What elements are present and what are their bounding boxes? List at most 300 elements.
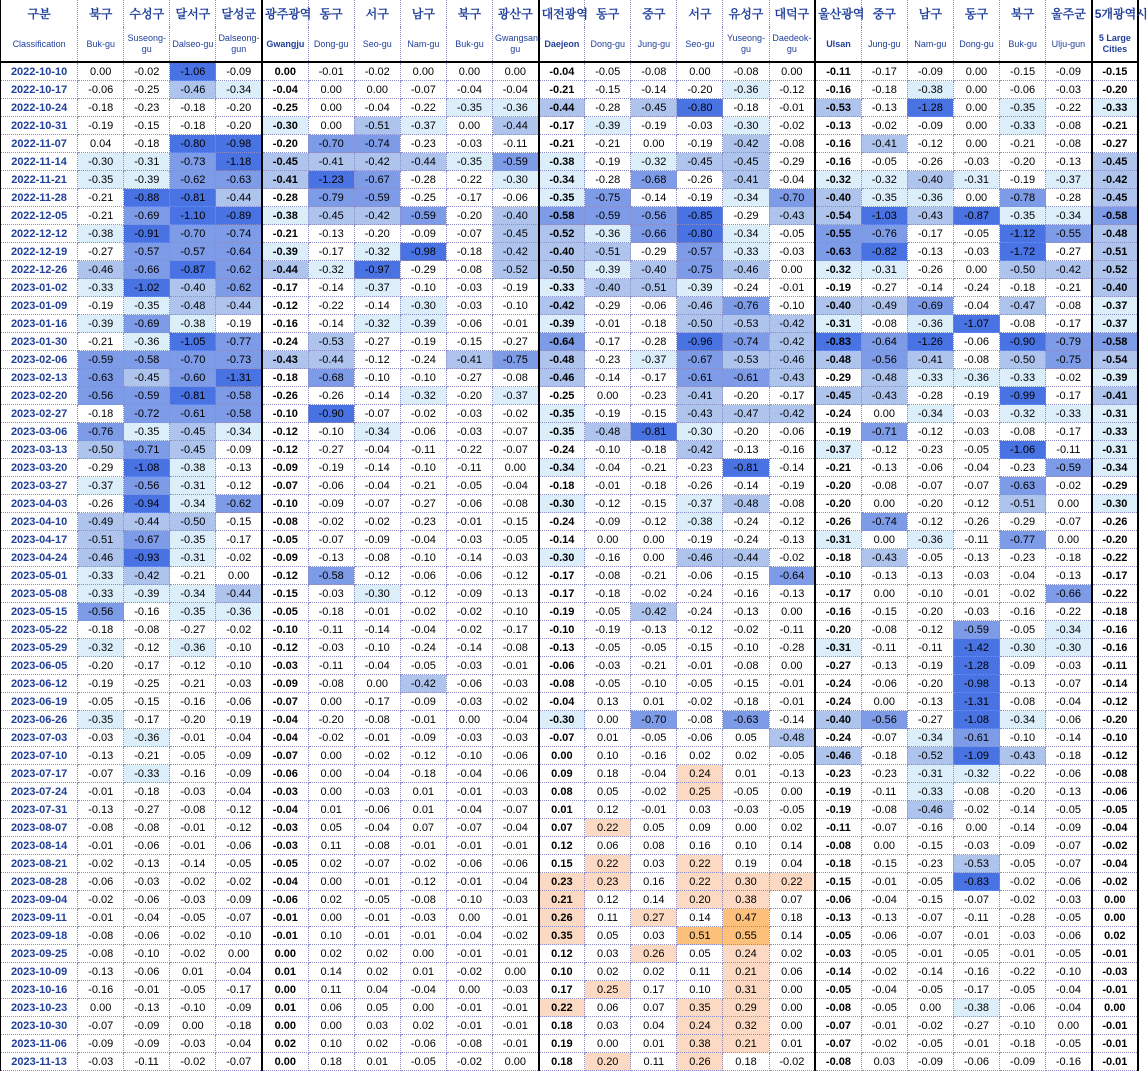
heatmap-cell: -0.35 [78, 711, 124, 729]
heatmap-cell: -0.57 [677, 243, 723, 261]
heatmap-cell: -0.08 [78, 927, 124, 945]
heatmap-cell: 0.00 [400, 999, 446, 1017]
heatmap-cell: -0.09 [262, 675, 308, 693]
heatmap-cell: -0.02 [769, 1053, 815, 1071]
heatmap-cell: -0.51 [354, 117, 400, 135]
row-date-label: 2022-12-05 [1, 207, 78, 225]
heatmap-cell: 0.00 [216, 945, 262, 963]
heatmap-cell: -0.53 [308, 333, 354, 351]
heatmap-cell: -0.05 [1000, 981, 1046, 999]
heatmap-cell: 0.00 [861, 693, 907, 711]
row-date-label: 2023-10-16 [1, 981, 78, 999]
heatmap-cell: 0.00 [262, 981, 308, 999]
heatmap-cell: -0.09 [1000, 657, 1046, 675]
heatmap-cell: -0.15 [446, 333, 492, 351]
heatmap-cell: -0.05 [170, 909, 216, 927]
heatmap-cell: -0.19 [631, 117, 677, 135]
heatmap-cell: -0.42 [539, 297, 585, 315]
heatmap-cell: -0.18 [815, 855, 861, 873]
heatmap-cell: 0.01 [585, 729, 631, 747]
column-header-ko: 동구 [953, 0, 999, 27]
heatmap-cell: -0.03 [1046, 81, 1092, 99]
heatmap-cell: -0.02 [170, 1053, 216, 1071]
heatmap-cell: -0.17 [907, 225, 953, 243]
heatmap-cell: -0.03 [493, 783, 539, 801]
heatmap-cell: -0.02 [446, 621, 492, 639]
heatmap-cell: -0.56 [861, 351, 907, 369]
heatmap-cell: -0.58 [216, 387, 262, 405]
heatmap-cell: -0.09 [308, 495, 354, 513]
heatmap-cell: -0.46 [677, 297, 723, 315]
heatmap-cell: 0.17 [631, 981, 677, 999]
heatmap-cell: -0.01 [1092, 1053, 1138, 1071]
heatmap-cell: -0.08 [539, 675, 585, 693]
heatmap-cell: -0.04 [1046, 693, 1092, 711]
heatmap-cell: -0.25 [539, 387, 585, 405]
heatmap-cell: -0.10 [1000, 729, 1046, 747]
heatmap-cell: -0.81 [631, 423, 677, 441]
heatmap-cell: -0.11 [1092, 657, 1138, 675]
heatmap-cell: -0.22 [1046, 99, 1092, 117]
heatmap-cell: -0.80 [677, 99, 723, 117]
heatmap-cell: -0.03 [446, 729, 492, 747]
heatmap-cell: -0.03 [446, 423, 492, 441]
heatmap-cell: -0.64 [539, 333, 585, 351]
table-row [1, 405, 1139, 423]
heatmap-cell: 0.03 [631, 855, 677, 873]
heatmap-cell: -0.05 [861, 945, 907, 963]
column-header-en: Dalseo-gu [170, 27, 216, 62]
heatmap-cell: -0.37 [677, 495, 723, 513]
heatmap-cell: -0.04 [493, 477, 539, 495]
heatmap-cell: 0.02 [723, 747, 769, 765]
heatmap-cell: 0.00 [493, 459, 539, 477]
heatmap-cell: -1.06 [170, 62, 216, 81]
heatmap-cell: -0.07 [539, 729, 585, 747]
heatmap-cell: 0.00 [1046, 495, 1092, 513]
heatmap-cell: -0.08 [493, 369, 539, 387]
heatmap-cell: -0.16 [953, 963, 999, 981]
heatmap-cell: -0.03 [953, 837, 999, 855]
heatmap-cell: -0.13 [539, 639, 585, 657]
heatmap-cell: -0.12 [262, 567, 308, 585]
heatmap-cell: -0.01 [493, 657, 539, 675]
heatmap-cell: -0.03 [1046, 891, 1092, 909]
column-header-en: Ulju-gun [1046, 27, 1092, 62]
heatmap-cell: -0.08 [493, 495, 539, 513]
row-date-label: 2023-03-27 [1, 477, 78, 495]
row-date-label: 2023-04-17 [1, 531, 78, 549]
heatmap-cell: -0.15 [907, 837, 953, 855]
heatmap-cell: 0.30 [723, 873, 769, 891]
heatmap-cell: -0.02 [1000, 891, 1046, 909]
row-date-label: 2023-09-04 [1, 891, 78, 909]
heatmap-cell: -0.07 [493, 423, 539, 441]
heatmap-cell: -0.40 [1092, 279, 1138, 297]
heatmap-cell: 0.04 [769, 855, 815, 873]
heatmap-cell: -0.19 [677, 531, 723, 549]
heatmap-cell: -0.18 [631, 315, 677, 333]
heatmap-cell: -0.02 [861, 1035, 907, 1053]
heatmap-cell: 0.22 [769, 873, 815, 891]
heatmap-cell: -1.07 [953, 315, 999, 333]
heatmap-cell: -0.24 [953, 279, 999, 297]
heatmap-cell: -0.08 [723, 62, 769, 81]
heatmap-cell: -0.40 [170, 279, 216, 297]
heatmap-cell: -0.19 [585, 153, 631, 171]
heatmap-cell: -0.41 [861, 135, 907, 153]
heatmap-cell: -0.02 [216, 549, 262, 567]
header-row-english [1, 27, 1139, 62]
heatmap-cell: -0.14 [446, 639, 492, 657]
heatmap-cell: -0.08 [446, 1035, 492, 1053]
heatmap-cell: -0.66 [1046, 585, 1092, 603]
heatmap-cell: -0.20 [1000, 783, 1046, 801]
heatmap-cell: 0.03 [631, 927, 677, 945]
heatmap-cell: -0.33 [78, 567, 124, 585]
heatmap-cell: 0.00 [953, 99, 999, 117]
row-date-label: 2022-10-31 [1, 117, 78, 135]
heatmap-cell: 0.01 [400, 783, 446, 801]
heatmap-cell: -0.07 [354, 855, 400, 873]
column-header-ko: 대덕구 [769, 0, 815, 27]
heatmap-cell: -0.14 [354, 297, 400, 315]
heatmap-cell: -0.07 [354, 405, 400, 423]
heatmap-cell: -0.01 [170, 837, 216, 855]
heatmap-cell: -0.12 [907, 621, 953, 639]
heatmap-cell: -0.18 [78, 621, 124, 639]
heatmap-cell: -0.46 [78, 261, 124, 279]
table-row [1, 657, 1139, 675]
table-row [1, 855, 1139, 873]
heatmap-cell: -0.10 [170, 999, 216, 1017]
heatmap-cell: 0.16 [631, 873, 677, 891]
heatmap-cell: -0.57 [124, 243, 170, 261]
heatmap-cell: -0.67 [677, 351, 723, 369]
heatmap-cell: -0.16 [262, 315, 308, 333]
heatmap-cell: -0.08 [1000, 423, 1046, 441]
heatmap-cell: -0.35 [446, 153, 492, 171]
heatmap-cell: -0.19 [216, 711, 262, 729]
table-row [1, 315, 1139, 333]
heatmap-cell: -0.19 [78, 675, 124, 693]
heatmap-cell: -0.10 [539, 621, 585, 639]
heatmap-cell: 0.00 [769, 657, 815, 675]
heatmap-cell: -0.90 [308, 405, 354, 423]
heatmap-cell: 0.02 [400, 1017, 446, 1035]
heatmap-cell: -0.14 [354, 387, 400, 405]
heatmap-cell: -0.04 [446, 765, 492, 783]
heatmap-cell: 0.10 [585, 747, 631, 765]
heatmap-cell: 0.00 [585, 1035, 631, 1053]
heatmap-cell: -0.04 [446, 81, 492, 99]
heatmap-cell: -0.23 [1000, 549, 1046, 567]
heatmap-cell: -0.01 [262, 909, 308, 927]
heatmap-cell: -0.24 [539, 441, 585, 459]
heatmap-cell: -0.01 [78, 909, 124, 927]
table-row [1, 963, 1139, 981]
heatmap-cell: -0.53 [953, 855, 999, 873]
heatmap-cell: -0.46 [677, 549, 723, 567]
heatmap-cell: -0.16 [723, 585, 769, 603]
heatmap-cell: 0.02 [769, 819, 815, 837]
heatmap-cell: -0.31 [1092, 441, 1138, 459]
heatmap-cell: 0.04 [354, 981, 400, 999]
heatmap-cell: -0.09 [78, 1035, 124, 1053]
heatmap-cell: -0.13 [1046, 567, 1092, 585]
heatmap-cell: -0.88 [124, 189, 170, 207]
heatmap-cell: -0.09 [216, 765, 262, 783]
heatmap-cell: 0.00 [78, 62, 124, 81]
heatmap-cell: -0.06 [493, 189, 539, 207]
heatmap-cell: -0.02 [354, 62, 400, 81]
heatmap-cell: -0.48 [861, 369, 907, 387]
heatmap-cell: -0.05 [1046, 801, 1092, 819]
column-header-ko: 동구 [308, 0, 354, 27]
heatmap-cell: 0.00 [262, 1053, 308, 1071]
heatmap-cell: -0.56 [631, 207, 677, 225]
heatmap-cell: -0.29 [723, 207, 769, 225]
heatmap-cell: -0.12 [354, 351, 400, 369]
heatmap-cell: -0.03 [446, 279, 492, 297]
heatmap-cell: -0.18 [723, 693, 769, 711]
heatmap-cell: -0.17 [308, 243, 354, 261]
table-row [1, 819, 1139, 837]
heatmap-cell: -0.48 [539, 351, 585, 369]
heatmap-cell: -0.34 [723, 189, 769, 207]
heatmap-cell: -0.26 [907, 153, 953, 171]
heatmap-cell: -0.14 [815, 963, 861, 981]
heatmap-cell: -0.28 [1000, 909, 1046, 927]
heatmap-cell: -0.61 [170, 405, 216, 423]
heatmap-cell: -0.05 [493, 531, 539, 549]
heatmap-cell: 0.00 [907, 999, 953, 1017]
heatmap-cell: -0.01 [124, 981, 170, 999]
heatmap-cell: -0.16 [1046, 1053, 1092, 1071]
heatmap-cell: -0.04 [953, 297, 999, 315]
heatmap-cell: -0.06 [815, 891, 861, 909]
heatmap-cell: -0.15 [723, 567, 769, 585]
heatmap-cell: -0.01 [446, 999, 492, 1017]
heatmap-cell: -0.06 [308, 477, 354, 495]
heatmap-cell: -0.02 [493, 405, 539, 423]
row-date-label: 2023-06-12 [1, 675, 78, 693]
heatmap-cell: -0.05 [953, 945, 999, 963]
heatmap-cell: -0.18 [124, 135, 170, 153]
heatmap-cell: -0.17 [1046, 387, 1092, 405]
heatmap-cell: 0.00 [953, 261, 999, 279]
heatmap-cell: -0.15 [815, 873, 861, 891]
heatmap-cell: -0.12 [216, 477, 262, 495]
heatmap-cell: -0.27 [170, 621, 216, 639]
heatmap-cell: -0.21 [815, 459, 861, 477]
heatmap-cell: 0.01 [400, 801, 446, 819]
heatmap-cell: -0.79 [1046, 333, 1092, 351]
heatmap-cell: -0.83 [953, 873, 999, 891]
heatmap-cell: -0.06 [446, 495, 492, 513]
heatmap-cell: -0.07 [1046, 513, 1092, 531]
heatmap-cell: 0.01 [354, 1053, 400, 1071]
heatmap-cell: -0.06 [446, 675, 492, 693]
heatmap-cell: -0.05 [262, 855, 308, 873]
heatmap-cell: -0.56 [124, 477, 170, 495]
table-row [1, 297, 1139, 315]
heatmap-cell: -0.38 [907, 81, 953, 99]
heatmap-cell: -0.34 [1046, 621, 1092, 639]
table-row [1, 567, 1139, 585]
heatmap-cell: -0.04 [262, 873, 308, 891]
heatmap-cell: -0.08 [953, 783, 999, 801]
heatmap-cell: -0.06 [493, 765, 539, 783]
heatmap-cell: 0.00 [308, 99, 354, 117]
heatmap-cell: -0.24 [815, 729, 861, 747]
heatmap-cell: -0.03 [446, 405, 492, 423]
heatmap-cell: -0.05 [907, 1035, 953, 1053]
heatmap-cell: -0.30 [400, 297, 446, 315]
heatmap-cell: -0.71 [124, 441, 170, 459]
table-row [1, 423, 1139, 441]
heatmap-cell: -0.09 [400, 693, 446, 711]
heatmap-cell: -0.10 [308, 423, 354, 441]
heatmap-cell: 0.15 [539, 855, 585, 873]
heatmap-cell: -0.10 [262, 495, 308, 513]
heatmap-cell: -0.24 [815, 405, 861, 423]
heatmap-cell: -0.17 [124, 657, 170, 675]
heatmap-cell: -0.11 [1046, 441, 1092, 459]
heatmap-cell: -0.36 [723, 81, 769, 99]
row-date-label: 2023-08-07 [1, 819, 78, 837]
heatmap-cell: 0.00 [585, 531, 631, 549]
heatmap-cell: -0.29 [585, 297, 631, 315]
heatmap-cell: -0.05 [78, 693, 124, 711]
heatmap-cell: -0.06 [1046, 765, 1092, 783]
heatmap-cell: 0.00 [446, 981, 492, 999]
heatmap-cell: -0.06 [446, 567, 492, 585]
heatmap-cell: -0.32 [308, 261, 354, 279]
heatmap-cell: -0.62 [216, 261, 262, 279]
heatmap-cell: -0.07 [953, 477, 999, 495]
heatmap-cell: -0.04 [216, 783, 262, 801]
heatmap-cell: -0.66 [124, 261, 170, 279]
heatmap-cell: -0.13 [907, 693, 953, 711]
heatmap-cell: 0.06 [308, 999, 354, 1017]
heatmap-cell: 0.00 [769, 999, 815, 1017]
row-date-label: 2022-11-07 [1, 135, 78, 153]
table-row [1, 279, 1139, 297]
heatmap-cell: -0.14 [907, 963, 953, 981]
heatmap-cell: -0.37 [631, 351, 677, 369]
heatmap-cell: -0.01 [78, 783, 124, 801]
heatmap-cell: -0.17 [124, 711, 170, 729]
column-header-ko: 광산구 [493, 0, 539, 27]
row-date-label: 2023-03-06 [1, 423, 78, 441]
heatmap-cell: -0.39 [262, 243, 308, 261]
column-header-en: Dalseong-gun [216, 27, 262, 62]
heatmap-cell: -0.20 [1092, 711, 1138, 729]
heatmap-cell: -0.02 [1092, 837, 1138, 855]
heatmap-cell: -0.50 [1000, 351, 1046, 369]
heatmap-cell: -0.30 [539, 549, 585, 567]
heatmap-cell: -0.12 [1092, 693, 1138, 711]
heatmap-cell: -0.08 [1046, 135, 1092, 153]
heatmap-cell: -0.85 [677, 207, 723, 225]
heatmap-cell: -0.40 [539, 243, 585, 261]
heatmap-cell: -0.23 [907, 441, 953, 459]
heatmap-cell: -0.13 [1046, 153, 1092, 171]
heatmap-cell: -0.42 [400, 675, 446, 693]
heatmap-cell: -0.98 [953, 675, 999, 693]
heatmap-cell: -0.26 [262, 387, 308, 405]
column-header-en: Suseong-gu [124, 27, 170, 62]
heatmap-cell: -0.08 [446, 261, 492, 279]
heatmap-cell: -0.13 [953, 549, 999, 567]
heatmap-cell: -0.12 [953, 495, 999, 513]
table-row [1, 351, 1139, 369]
heatmap-cell: -0.18 [861, 81, 907, 99]
heatmap-cell: -0.07 [815, 1017, 861, 1035]
row-date-label: 2023-09-18 [1, 927, 78, 945]
heatmap-cell: -0.02 [1046, 477, 1092, 495]
table-row [1, 909, 1139, 927]
column-header-ko: 동구 [585, 0, 631, 27]
heatmap-cell: -0.18 [631, 477, 677, 495]
heatmap-cell: -0.27 [907, 711, 953, 729]
heatmap-cell: -0.63 [1000, 477, 1046, 495]
heatmap-cell: -0.36 [124, 333, 170, 351]
heatmap-cell: 0.18 [769, 909, 815, 927]
heatmap-cell: 0.18 [539, 1053, 585, 1071]
row-date-label: 2022-10-24 [1, 99, 78, 117]
heatmap-cell: -0.07 [907, 909, 953, 927]
heatmap-cell: -0.05 [170, 981, 216, 999]
row-date-label: 2023-02-27 [1, 405, 78, 423]
heatmap-cell: -0.02 [446, 963, 492, 981]
heatmap-cell: -0.23 [400, 513, 446, 531]
heatmap-cell: -0.02 [493, 693, 539, 711]
heatmap-cell: -0.06 [216, 837, 262, 855]
heatmap-cell: -0.01 [769, 693, 815, 711]
heatmap-cell: -0.58 [1092, 333, 1138, 351]
heatmap-cell: -0.27 [815, 657, 861, 675]
heatmap-cell: 0.09 [539, 765, 585, 783]
heatmap-cell: -0.35 [446, 99, 492, 117]
table-row [1, 783, 1139, 801]
heatmap-cell: -0.23 [1000, 459, 1046, 477]
heatmap-cell: -0.50 [1000, 261, 1046, 279]
heatmap-cell: -1.03 [861, 207, 907, 225]
heatmap-cell: -0.02 [170, 945, 216, 963]
heatmap-cell: 0.20 [585, 1053, 631, 1071]
heatmap-cell: 0.24 [677, 1017, 723, 1035]
heatmap-cell: -0.32 [631, 153, 677, 171]
heatmap-cell: -0.13 [769, 585, 815, 603]
heatmap-cell: -0.02 [769, 117, 815, 135]
heatmap-cell: -0.34 [539, 171, 585, 189]
heatmap-cell: -0.10 [446, 747, 492, 765]
heatmap-cell: 0.14 [677, 909, 723, 927]
heatmap-cell: -0.19 [400, 333, 446, 351]
heatmap-cell: -0.03 [446, 657, 492, 675]
heatmap-cell: -0.18 [861, 747, 907, 765]
heatmap-cell: -0.05 [446, 477, 492, 495]
heatmap-cell: -0.01 [769, 99, 815, 117]
column-header-ko: 북구 [1000, 0, 1046, 27]
heatmap-cell: 0.26 [631, 945, 677, 963]
column-header-ko: 북구 [78, 0, 124, 27]
row-date-label: 2023-05-29 [1, 639, 78, 657]
row-date-label: 2023-10-30 [1, 1017, 78, 1035]
table-row [1, 477, 1139, 495]
